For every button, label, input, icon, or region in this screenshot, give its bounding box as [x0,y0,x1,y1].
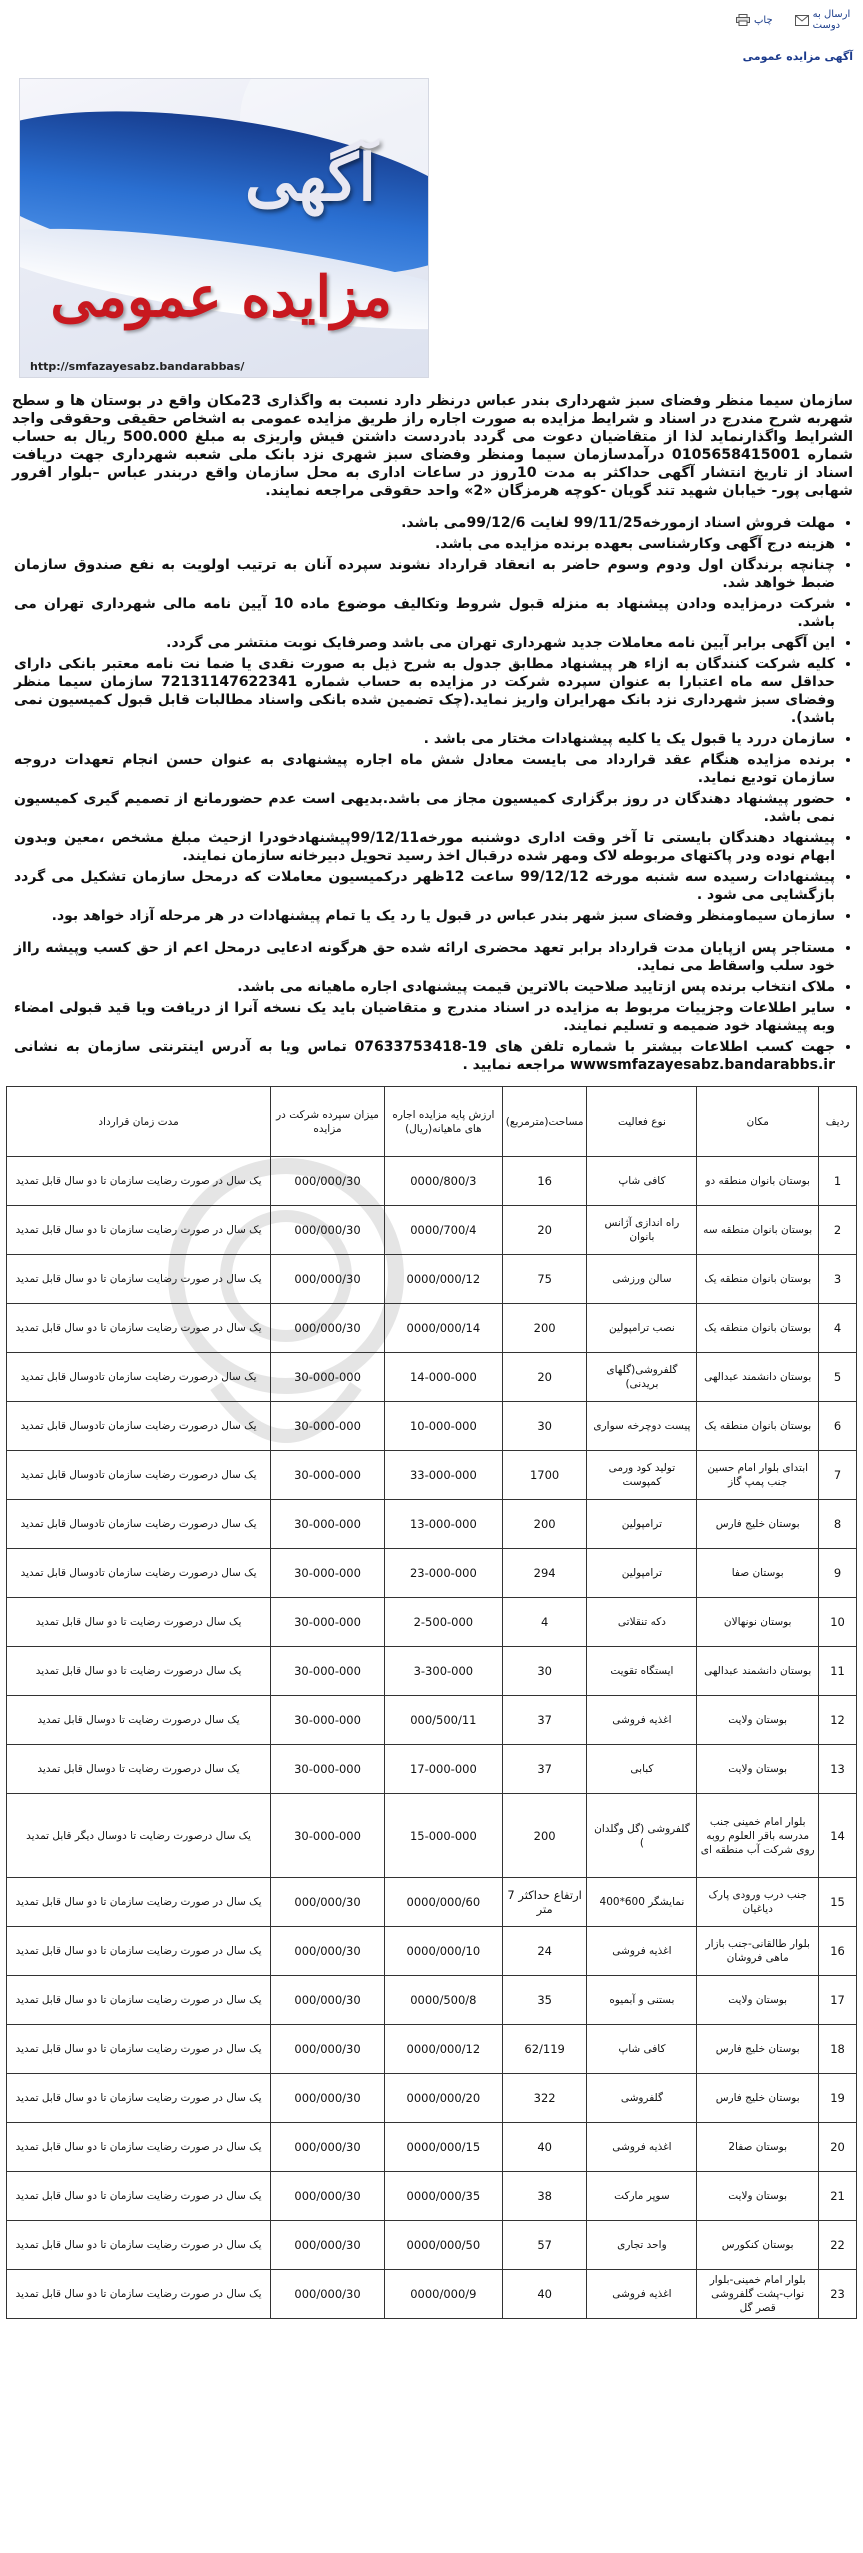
table-header-row [7,1087,857,1157]
cell-location: بوستان ولایت [697,2172,819,2221]
cell-duration: یک سال در صورت رضایت سازمان تا دو سال قابل تمدید [7,1304,271,1353]
cell-row-number: 20 [819,2123,857,2172]
term-item: • این آگهی برابر آیین نامه معاملات جدید شهرداری تهران می باشد وصرفایک نوبت منتشر می گردد. [14,634,835,652]
intro-text: سازمان سیما منظر وفضای سبز شهرداری بندر عباس درنظر دارد نسبت به واگذاری 23مکان واقع در بوستان ها و سطح شهربه شرح مندرج در اسناد و شرایط مزایده به صورت اجاره راز طریق مزایده عمومی به اشخاص حقیقی وحقوقی واجد الشرایط واگذارنماید لذا از متقاضیان دعوت می گردد بادردست داشتن فیش واریزی به مبلغ 500.000 ریال به حساب شماره 0105658415001 درآمدسازمان سیما ومنظر وفضای سبز شهری نزد بانک ملی شعبه شهرداری جهت دریافت اسناد از تاریخ انتشار آگهی حداکثر به مدت 10روز در ساعات اداری به محل سازمان واقع دربندر عباس –بلوار افرور شهابی پور- خیابان شهید تند گویان -کوچه هرمزگان «2» واحد حقوقی مراجعه نمایند. [12,393,853,499]
banner-url: http://smfazayesabz.bandarabbas/ [30,360,245,373]
cell-area: 40 [502,2123,587,2172]
header-duration: مدت زمان قرارداد [7,1087,271,1157]
table-row [7,1976,857,2025]
table-row [7,1500,857,1549]
term-item: • برنده مزایده هنگام عقد قرارداد می بایست معادل شش ماه اجاره پیشنهادی به عنوان حسن انجام تعهدات دروجه سازمان تودیع نماید. [14,751,835,787]
cell-duration: یک سال در صورت رضایت سازمان تا دو سال قابل تمدید [7,2270,271,2319]
cell-row-number: 16 [819,1927,857,1976]
term-item: • مهلت فروش اسناد ازمورخه99/11/25 لغایت 99/12/6می باشد. [14,514,835,532]
cell-deposit: 30-000-000 [271,1500,385,1549]
cell-base-rent: 14-000-000 [384,1353,502,1402]
cell-duration: یک سال در صورت رضایت سازمان تا دو سال قابل تمدید [7,1157,271,1206]
header-area: مساحت(مترمربع) [502,1087,587,1157]
cell-area: 20 [502,1353,587,1402]
cell-area: 294 [502,1549,587,1598]
table-row [7,1206,857,1255]
cell-location: بوستان بانوان منطقه دو [697,1157,819,1206]
cell-base-rent: 0000/000/50 [384,2221,502,2270]
table-row [7,1647,857,1696]
print-button[interactable] [736,14,773,26]
cell-deposit: 30-000-000 [271,1696,385,1745]
table-row [7,1794,857,1878]
cell-activity: دکه تنقلاتی [587,1598,697,1647]
cell-duration: یک سال در صورت رضایت سازمان تا دو سال قابل تمدید [7,2221,271,2270]
cell-area: 1700 [502,1451,587,1500]
cell-deposit: 30-000-000 [271,1353,385,1402]
table-row [7,1157,857,1206]
cell-duration: یک سال درصورت رضایت سازمان تادوسال قابل تمدید [7,1402,271,1451]
cell-duration: یک سال درصورت رضایت سازمان تادوسال قابل تمدید [7,1451,271,1500]
cell-area: 200 [502,1794,587,1878]
cell-location: بوستان خلیج فارس [697,2025,819,2074]
cell-row-number: 13 [819,1745,857,1794]
cell-activity: اغذیه فروشی [587,2270,697,2319]
cell-duration: یک سال در صورت رضایت سازمان تا دو سال قابل تمدید [7,1255,271,1304]
cell-area: 30 [502,1402,587,1451]
cell-base-rent: 10-000-000 [384,1402,502,1451]
cell-row-number: 7 [819,1451,857,1500]
cell-row-number: 8 [819,1500,857,1549]
cell-base-rent: 0000/000/14 [384,1304,502,1353]
cell-deposit: 000/000/30 [271,1304,385,1353]
cell-deposit: 000/000/30 [271,2025,385,2074]
cell-row-number: 21 [819,2172,857,2221]
cell-row-number: 4 [819,1304,857,1353]
cell-row-number: 9 [819,1549,857,1598]
cell-duration: یک سال درصورت رضایت تا دوسال قابل تمدید [7,1745,271,1794]
header-deposit: میزان سپرده شرکت در مزایده [271,1087,385,1157]
cell-location: بوستان بانوان منطقه یک [697,1402,819,1451]
cell-area: 322 [502,2074,587,2123]
term-item: • سازمان سیماومنظر وفضای سبز شهر بندر عباس در قبول یا رد یک یا تمام پیشنهادات در هر مرحله آزاد خواهد بود. [14,907,835,925]
cell-location: بوستان بانوان منطقه یک [697,1255,819,1304]
cell-row-number: 17 [819,1976,857,2025]
cell-row-number: 5 [819,1353,857,1402]
table-row [7,1451,857,1500]
term-item: • چنانچه برندگان اول ودوم وسوم حاضر به انعقاد قرارداد نشوند سپرده آنان به ترتیب اولویت به نفع صندوق سازمان ضبط خواهد شد. [14,556,835,592]
cell-base-rent: 0000/000/12 [384,2025,502,2074]
cell-area: 40 [502,2270,587,2319]
cell-location: بلوار طالقانی-جنب بازار ماهی فروشان [697,1927,819,1976]
cell-location: ابتدای بلوار امام حسین جنب پمپ گاز [697,1451,819,1500]
cell-location: بوستان خلیج فارس [697,2074,819,2123]
cell-activity: ترامپولین [587,1549,697,1598]
cell-activity: اغذیه فروشی [587,2123,697,2172]
cell-deposit: 30-000-000 [271,1794,385,1878]
cell-activity: کافی شاپ [587,1157,697,1206]
cell-activity: گلفروشی(گلهای بریدنی) [587,1353,697,1402]
table-row [7,1696,857,1745]
cell-base-rent: 23-000-000 [384,1549,502,1598]
cell-location: بوستان صفا2 [697,2123,819,2172]
cell-base-rent: 0000/000/15 [384,2123,502,2172]
cell-activity: نمایشگر 600*400 [587,1878,697,1927]
cell-area: 16 [502,1157,587,1206]
header-activity: نوع فعالیت [587,1087,697,1157]
cell-location: بوستان خلیج فارس [697,1500,819,1549]
cell-area: 200 [502,1500,587,1549]
table-row [7,1353,857,1402]
cell-row-number: 23 [819,2270,857,2319]
cell-area: 20 [502,1206,587,1255]
cell-location: بوستان دانشمند عبدالهی [697,1647,819,1696]
cell-activity: واحد تجاری [587,2221,697,2270]
cell-duration: یک سال درصورت رضایت تا دو سال قابل تمدید [7,1598,271,1647]
cell-row-number: 11 [819,1647,857,1696]
term-item: • مستاجر پس ازپایان مدت قرارداد برابر تعهد محضری ارائه شده حق هرگونه ادعایی درمحل اعم از حق کسب وپیشه رااز خود سلب واسقاط می نماید. [14,939,835,975]
cell-base-rent: 0000/000/20 [384,2074,502,2123]
cell-duration: یک سال در صورت رضایت سازمان تا دو سال قابل تمدید [7,1206,271,1255]
cell-duration: یک سال درصورت رضایت تا دوسال دیگر قابل تمدید [7,1794,271,1878]
cell-base-rent: 0000/000/9 [384,2270,502,2319]
table-row [7,1598,857,1647]
table-row [7,2123,857,2172]
cell-deposit: 000/000/30 [271,1878,385,1927]
cell-duration: یک سال در صورت رضایت سازمان تا دو سال قابل تمدید [7,1927,271,1976]
cell-base-rent: 0000/000/12 [384,1255,502,1304]
cell-area: 35 [502,1976,587,2025]
cell-location: بوستان ولایت [697,1745,819,1794]
banner-word-mozayede: مزایده عمومی [50,264,392,330]
cell-row-number: 19 [819,2074,857,2123]
print-icon [736,14,750,26]
cell-base-rent: 0000/800/3 [384,1157,502,1206]
cell-deposit: 000/000/30 [271,2123,385,2172]
cell-location: بوستان ولایت [697,1976,819,2025]
cell-location: بوستان صفا [697,1549,819,1598]
term-item: • هزینه درج آگهی وکارشناسی بعهده برنده مزایده می باشد. [14,535,835,553]
cell-base-rent: 0000/000/60 [384,1878,502,1927]
cell-deposit: 000/000/30 [271,2270,385,2319]
term-item: • حضور پیشنهاد دهندگان در روز برگزاری کمیسیون مجاز می باشد.بدیهی است عدم حضورمانع از تصمیم گیری کمیسیون نمی باشد. [14,790,835,826]
intro-paragraph [6,392,857,500]
term-item: • کلیه شرکت کنندگان به ازاء هر پیشنهاد مطابق جدول به شرح ذیل به صورت نقدی یا ضما نت نامه معتبر بانکی دارای حداقل سه ماه اعتبارا به عنوان سپرده شرکت در مزایده به حساب شماره 72131147622341 سازمان سیما منظر وفضای سبز شهرداری نزد بانک مهرایران واریز نماید.(چک تضمین شده بانکی واسناد مطالبات قابل قبول کمیسیون نمی باشد). [14,655,835,727]
cell-activity: گلفروشی (گل وگلدان ) [587,1794,697,1878]
table-row [7,1255,857,1304]
cell-base-rent: 0000/000/35 [384,2172,502,2221]
term-item: • پیشنهاد دهندگان بایستی تا آخر وقت اداری دوشنبه مورخه99/12/11پیشنهادخودرا ازحیث مبلغ مشخص ،معین وبدون ابهام نوده ودر پاکتهای مربوطه لاک ومهر شده درقبال اخذ رسید تحویل دبیرخانه سازمان نمایند. [14,829,835,865]
cell-duration: یک سال در صورت رضایت سازمان تا دو سال قابل تمدید [7,1976,271,2025]
cell-row-number: 12 [819,1696,857,1745]
cell-deposit: 30-000-000 [271,1598,385,1647]
send-to-friend-button[interactable] [795,9,857,31]
cell-location: بوستان ولایت [697,1696,819,1745]
cell-row-number: 3 [819,1255,857,1304]
cell-duration: یک سال درصورت رضایت تا دوسال قابل تمدید [7,1696,271,1745]
cell-location: بوستان نونهالان [697,1598,819,1647]
header-base-rent: ارزش پایه مزایده اجاره های ماهیانه(ریال) [384,1087,502,1157]
cell-duration: یک سال در صورت رضایت سازمان تا دو سال قابل تمدید [7,2025,271,2074]
cell-area: 37 [502,1696,587,1745]
cell-area: 62/119 [502,2025,587,2074]
cell-duration: یک سال در صورت رضایت سازمان تا دو سال قابل تمدید [7,2074,271,2123]
cell-area: ارتفاع حداکثر 7 متر [502,1878,587,1927]
envelope-icon [795,15,809,26]
cell-activity: کافی شاپ [587,2025,697,2074]
table-row [7,1927,857,1976]
table-row [7,1878,857,1927]
toolbar [6,0,857,40]
cell-area: 24 [502,1927,587,1976]
cell-activity: کبابی [587,1745,697,1794]
cell-row-number: 10 [819,1598,857,1647]
print-label: چاپ [754,14,773,26]
cell-location: بوستان کنکورس [697,2221,819,2270]
cell-location: بلوار امام خمینی-بلوار نواب-پشت گلفروشی قصر گل [697,2270,819,2319]
cell-base-rent: 15-000-000 [384,1794,502,1878]
ad-banner-image [19,78,429,378]
cell-base-rent: 0000/500/8 [384,1976,502,2025]
cell-activity: اغذیه فروشی [587,1927,697,1976]
term-item: • جهت کسب اطلاعات بیشتر با شماره تلفن های 19-07633753418 تماس ویا به آدرس اینترنتی سازمان به نشانی wwwsmfazayesabz.bandarabbs.ir مراجعه نمایید . [14,1038,835,1074]
page-title: آگهی مزایده عمومی [742,49,853,63]
cell-duration: یک سال در صورت رضایت سازمان تا دو سال قابل تمدید [7,1878,271,1927]
cell-base-rent: 000/500/11 [384,1696,502,1745]
cell-activity: ایستگاه تقویت [587,1647,697,1696]
cell-activity: تولید کود ورمی کمپوست [587,1451,697,1500]
cell-base-rent: 2-500-000 [384,1598,502,1647]
cell-area: 200 [502,1304,587,1353]
cell-base-rent: 17-000-000 [384,1745,502,1794]
cell-row-number: 1 [819,1157,857,1206]
cell-activity: سالن ورزشی [587,1255,697,1304]
table-row [7,2074,857,2123]
cell-activity: نصب ترامپولین [587,1304,697,1353]
cell-base-rent: 0000/700/4 [384,1206,502,1255]
cell-area: 4 [502,1598,587,1647]
cell-area: 38 [502,2172,587,2221]
header-location: مکان [697,1087,819,1157]
cell-duration: یک سال درصورت رضایت سازمان تادوسال قابل تمدید [7,1353,271,1402]
cell-deposit: 000/000/30 [271,1157,385,1206]
table-row [7,1304,857,1353]
term-item: • پیشنهادات رسیده سه شنبه مورخه 99/12/12 ساعت 12ظهر درکمیسیون معاملات که درمحل سازمان تشکیل می گردد بازگشایی می شود . [14,868,835,904]
cell-activity: راه اندازی آژانس بانوان [587,1206,697,1255]
cell-row-number: 2 [819,1206,857,1255]
header-row-number: ردیف [819,1087,857,1157]
cell-location: بوستان بانوان منطقه سه [697,1206,819,1255]
cell-deposit: 000/000/30 [271,1255,385,1304]
term-item: • سازمان دررد یا قبول یک یا کلیه پیشنهادات مختار می باشد . [14,730,835,748]
cell-deposit: 000/000/30 [271,2221,385,2270]
cell-location: بلوار امام خمینی جنب مدرسه باقر العلوم روبه روی شرکت آب منطقه ای [697,1794,819,1878]
cell-activity: بستنی و آبمیوه [587,1976,697,2025]
cell-duration: یک سال در صورت رضایت سازمان تا دو سال قابل تمدید [7,2123,271,2172]
terms-list [6,514,857,1074]
auction-table-wrapper [6,1086,857,2319]
cell-deposit: 000/000/30 [271,1976,385,2025]
cell-activity: ترامپولین [587,1500,697,1549]
table-row [7,2025,857,2074]
auction-table [6,1086,857,2319]
cell-base-rent: 0000/000/10 [384,1927,502,1976]
send-to-friend-label: ارسال به دوست [812,9,851,31]
cell-row-number: 15 [819,1878,857,1927]
cell-duration: یک سال درصورت رضایت سازمان تادوسال قابل تمدید [7,1500,271,1549]
cell-duration: یک سال در صورت رضایت سازمان تا دو سال قابل تمدید [7,2172,271,2221]
cell-deposit: 30-000-000 [271,1451,385,1500]
cell-area: 57 [502,2221,587,2270]
cell-deposit: 000/000/30 [271,2172,385,2221]
cell-deposit: 000/000/30 [271,1206,385,1255]
cell-deposit: 30-000-000 [271,1745,385,1794]
cell-area: 75 [502,1255,587,1304]
cell-deposit: 30-000-000 [271,1647,385,1696]
cell-activity: پیست دوچرخه سواری [587,1402,697,1451]
cell-duration: یک سال درصورت رضایت تا دو سال قابل تمدید [7,1647,271,1696]
cell-deposit: 000/000/30 [271,2074,385,2123]
cell-activity: سوپر مارکت [587,2172,697,2221]
cell-location: بوستان بانوان منطقه یک [697,1304,819,1353]
cell-deposit: 30-000-000 [271,1402,385,1451]
table-row [7,2172,857,2221]
cell-row-number: 14 [819,1794,857,1878]
cell-area: 37 [502,1745,587,1794]
table-row [7,1549,857,1598]
cell-location: جنب درب ورودی پارک دیاغیان [697,1878,819,1927]
term-item: • ملاک انتخاب برنده پس ازتایید صلاحیت بالاترین قیمت پیشنهادی اجاره ماهیانه می باشد. [14,978,835,996]
table-row [7,1745,857,1794]
table-row [7,2221,857,2270]
banner-word-agahi: آگهی [244,141,376,216]
cell-row-number: 22 [819,2221,857,2270]
table-body [7,1157,857,2319]
cell-activity: اغذیه فروشی [587,1696,697,1745]
table-row [7,1402,857,1451]
cell-base-rent: 3-300-000 [384,1647,502,1696]
cell-deposit: 000/000/30 [271,1927,385,1976]
term-item: • شرکت درمزایده ودادن پیشنهاد به منزله قبول شروط وتکالیف موضوع ماده 10 آیین نامه مالی شهرداری تهران می باشد. [14,595,835,631]
cell-location: بوستان دانشمند عبدالهی [697,1353,819,1402]
cell-activity: گلفروشی [587,2074,697,2123]
cell-deposit: 30-000-000 [271,1549,385,1598]
cell-duration: یک سال درصورت رضایت سازمان تادوسال قابل تمدید [7,1549,271,1598]
cell-row-number: 18 [819,2025,857,2074]
cell-row-number: 6 [819,1402,857,1451]
cell-area: 30 [502,1647,587,1696]
term-item: • سایر اطلاعات وجزییات مربوط به مزایده در اسناد مندرج و متقاضیان باید یک نسخه آنرا از دریافت ویا قید قبولی امضاء وبه پیشنهاد خود ضمیمه و تسلیم نمایند. [14,999,835,1035]
cell-base-rent: 33-000-000 [384,1451,502,1500]
table-row [7,2270,857,2319]
cell-base-rent: 13-000-000 [384,1500,502,1549]
